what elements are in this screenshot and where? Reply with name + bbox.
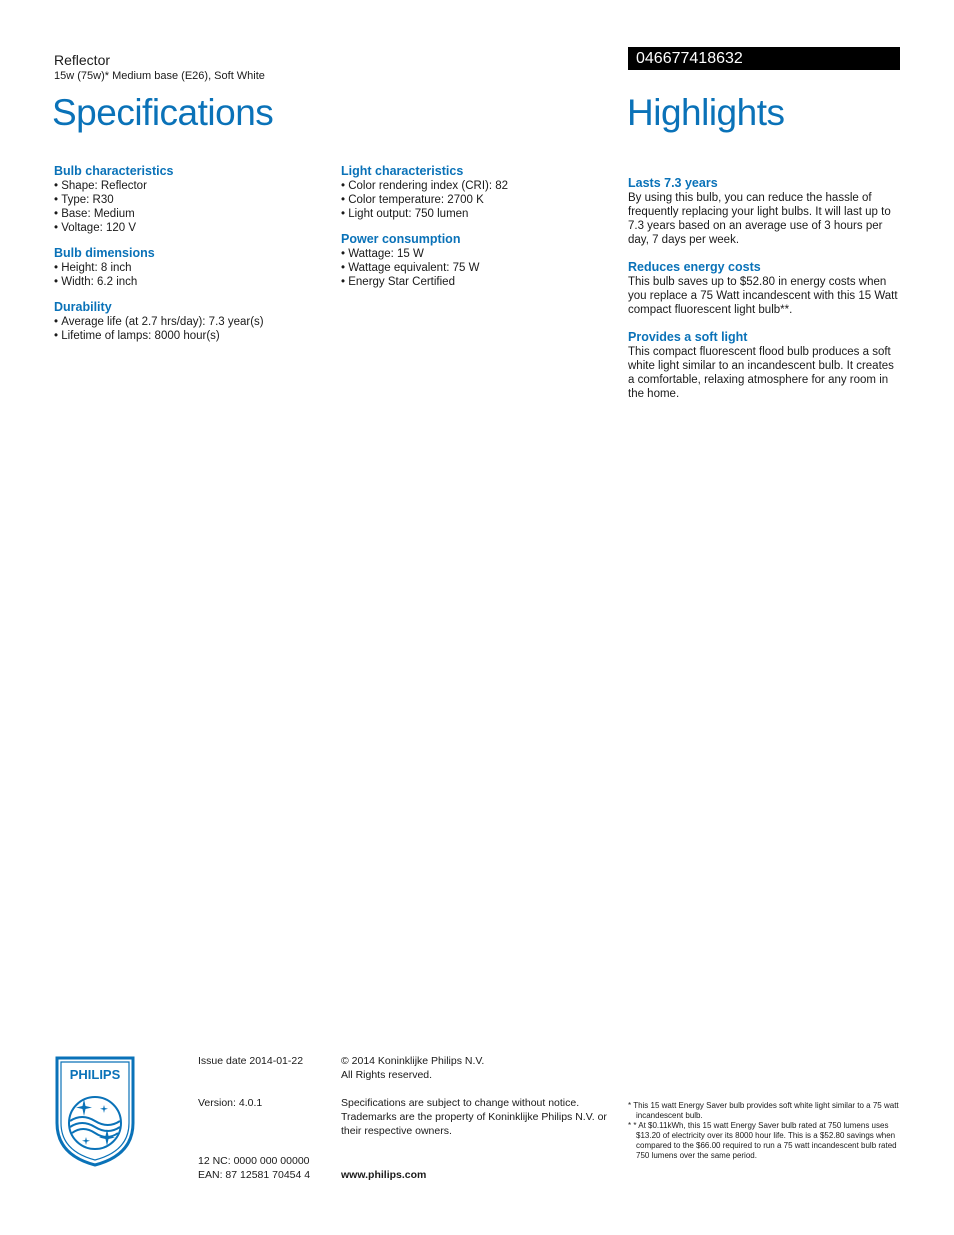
highlight-item [628,176,900,247]
spec-item: • Color rendering index (CRI): 82 [341,179,611,193]
spec-item: • Height: 8 inch [54,261,324,275]
footnotes [628,1101,903,1161]
spec-section [54,164,324,235]
spec-list [341,247,611,289]
highlight-item [628,330,900,401]
product-subtitle: 15w (75w)* Medium base (E26), Soft White [54,70,265,82]
spec-item: • Lifetime of lamps: 8000 hour(s) [54,329,324,343]
highlights-column [628,165,900,401]
highlight-body: By using this bulb, you can reduce the hassle of frequently replacing your light bulbs. It will last up to 7.3 years based on an average use of 3 hours per day, 7 days per week. [628,192,891,246]
highlight-body: This bulb saves up to $52.80 in energy costs when you replace a 75 Watt incandescent with this 15 Watt compact fluorescent light bulb**. [628,276,898,316]
spec-list [54,261,324,289]
specifications-title: Specifications [52,92,274,133]
legal-notice: Specifications are subject to change without notice. Trademarks are the property of Koninklijke Philips N.V. or their respective owners. [341,1097,607,1137]
product-name: Reflector [54,52,111,68]
rights-reserved: All Rights reserved. [341,1069,433,1081]
spec-section-heading: Bulb dimensions [54,246,155,260]
ean-code: EAN: 87 12581 70454 4 [198,1169,311,1181]
spec-item: • Average life (at 2.7 hrs/day): 7.3 year(s) [54,315,324,329]
highlight-heading: Provides a soft light [628,330,748,344]
product-code: 046677418632 [628,47,900,70]
specs-column-right [341,164,611,289]
specs-column-left [54,164,324,343]
version: Version: 4.0.1 [198,1097,263,1109]
spec-list [54,179,324,235]
highlight-item [628,260,900,317]
highlights-title: Highlights [627,92,785,133]
spec-section [341,164,611,221]
spec-list [54,315,324,343]
twelve-nc: 12 NC: 0000 000 00000 [198,1155,310,1167]
logo-text: PHILIPS [69,1067,121,1082]
spec-section [341,232,611,289]
spec-item: • Color temperature: 2700 K [341,193,611,207]
spec-list [341,179,611,221]
highlight-heading: Lasts 7.3 years [628,176,718,190]
spec-section [54,246,324,289]
footer-legal [341,1054,611,1182]
footer-meta [198,1054,328,1182]
footnote: * * At $0.11kWh, this 15 watt Energy Saver bulb rated at 750 lumens uses $13.20 of electricity over its 8000 hour life. This is a $52.80 savings when compared to the $66.00 required to run a 75 watt incandescent bulb rated 750 lumens over the same period. [628,1121,897,1160]
spec-section [54,300,324,343]
spec-item: • Type: R30 [54,193,324,207]
spec-section-heading: Power consumption [341,232,461,246]
spec-item: • Shape: Reflector [54,179,324,193]
spec-item: • Light output: 750 lumen [341,207,611,221]
spec-item: • Voltage: 120 V [54,221,324,235]
website-link[interactable]: www.philips.com [341,1169,427,1181]
spec-item: • Width: 6.2 inch [54,275,324,289]
copyright: © 2014 Koninklijke Philips N.V. [341,1055,485,1067]
spec-item: • Base: Medium [54,207,324,221]
spec-item: • Energy Star Certified [341,275,611,289]
highlight-body: This compact fluorescent flood bulb produces a soft white light similar to an incandescent bulb. It creates a comfortable, relaxing atmosphere for any room in the home. [628,346,894,400]
spec-section-heading: Durability [54,300,112,314]
philips-shield-icon [54,1055,136,1167]
highlight-heading: Reduces energy costs [628,260,761,274]
footnote: * This 15 watt Energy Saver bulb provides soft white light similar to a 75 watt incandescent bulb. [628,1101,899,1120]
spec-section-heading: Bulb characteristics [54,164,174,178]
spec-section-heading: Light characteristics [341,164,464,178]
philips-logo [54,1055,136,1172]
spec-item: • Wattage: 15 W [341,247,611,261]
spec-item: • Wattage equivalent: 75 W [341,261,611,275]
issue-date: Issue date 2014-01-22 [198,1055,304,1067]
